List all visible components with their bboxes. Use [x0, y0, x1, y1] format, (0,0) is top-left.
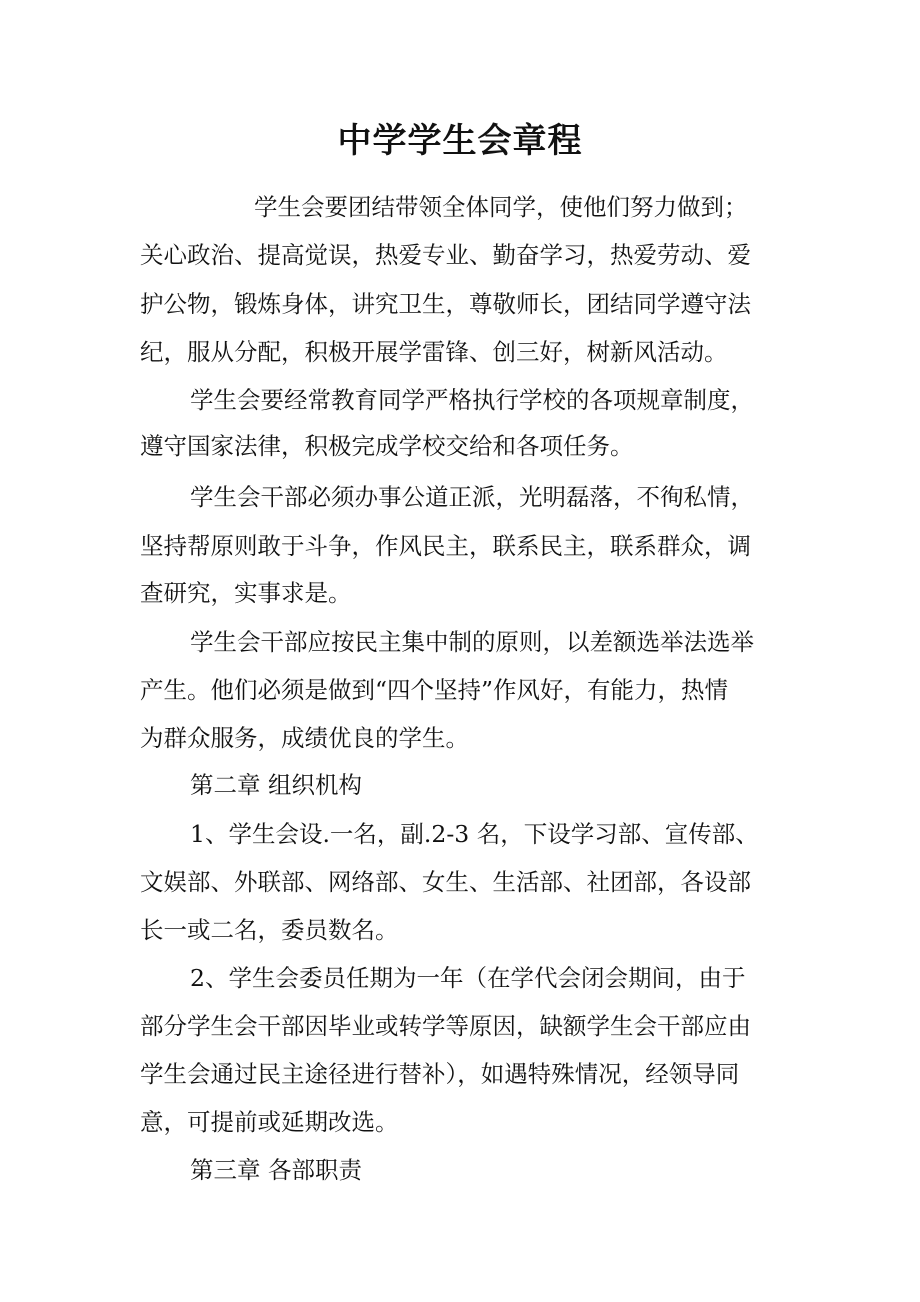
paragraph-line: 纪，服从分配，积极开展学雷锋、创三好，树新风活动。 — [140, 338, 728, 366]
paragraph-line: 长一或二名，委员数名。 — [140, 916, 399, 944]
paragraph-line: 护公物，锻炼身体，讲究卫生，尊敬师长，团结同学遵守法 — [140, 290, 751, 318]
page-title: 中学学生会章程 — [337, 121, 583, 161]
paragraph-line: 学生会干部应按民主集中制的原则，以差额选举法选举 — [190, 628, 754, 656]
paragraph-line: 学生会要经常教育同学严格执行学校的各项规章制度， — [190, 386, 754, 414]
paragraph-line: 为群众服务，成绩优良的学生。 — [140, 724, 469, 752]
paragraph-line: 查研究，实事求是。 — [140, 579, 352, 607]
chapter-heading: 第二章 组织机构 — [190, 771, 362, 799]
paragraph-line: 关心政治、提高觉误，热爱专业、勤奋学习，热爱劳动、爱 — [140, 241, 751, 269]
paragraph-line: 坚持帮原则敢于斗争，作风民主，联系民主，联系群众，调 — [140, 532, 751, 560]
paragraph-line: 1、学生会设.一名，副.2-3 名，下设学习部、宣传部、 — [190, 820, 759, 848]
paragraph-line: 产生。他们必须是做到“四个坚持”作风好，有能力，热情 — [140, 676, 729, 704]
paragraph-line: 遵守国家法律，积极完成学校交给和各项任务。 — [140, 432, 634, 460]
paragraph-line: 学生会要团结带领全体同学，使他们努力做到； — [254, 193, 748, 221]
paragraph-line: 意，可提前或延期改选。 — [140, 1108, 399, 1136]
paragraph-line: 学生会干部必须办事公道正派，光明磊落，不徇私情， — [190, 483, 754, 511]
paragraph-line: 2、学生会委员任期为一年（在学代会闭会期间，由于 — [190, 964, 746, 992]
paragraph-line: 文娱部、外联部、网络部、女生、生活部、社团部，各设部 — [140, 868, 751, 896]
paragraph-line: 学生会通过民主途径进行替补），如遇特殊情况，经领导同 — [140, 1060, 740, 1088]
paragraph-line: 部分学生会干部因毕业或转学等原因，缺额学生会干部应由 — [140, 1012, 751, 1040]
chapter-heading: 第三章 各部职责 — [190, 1156, 362, 1184]
